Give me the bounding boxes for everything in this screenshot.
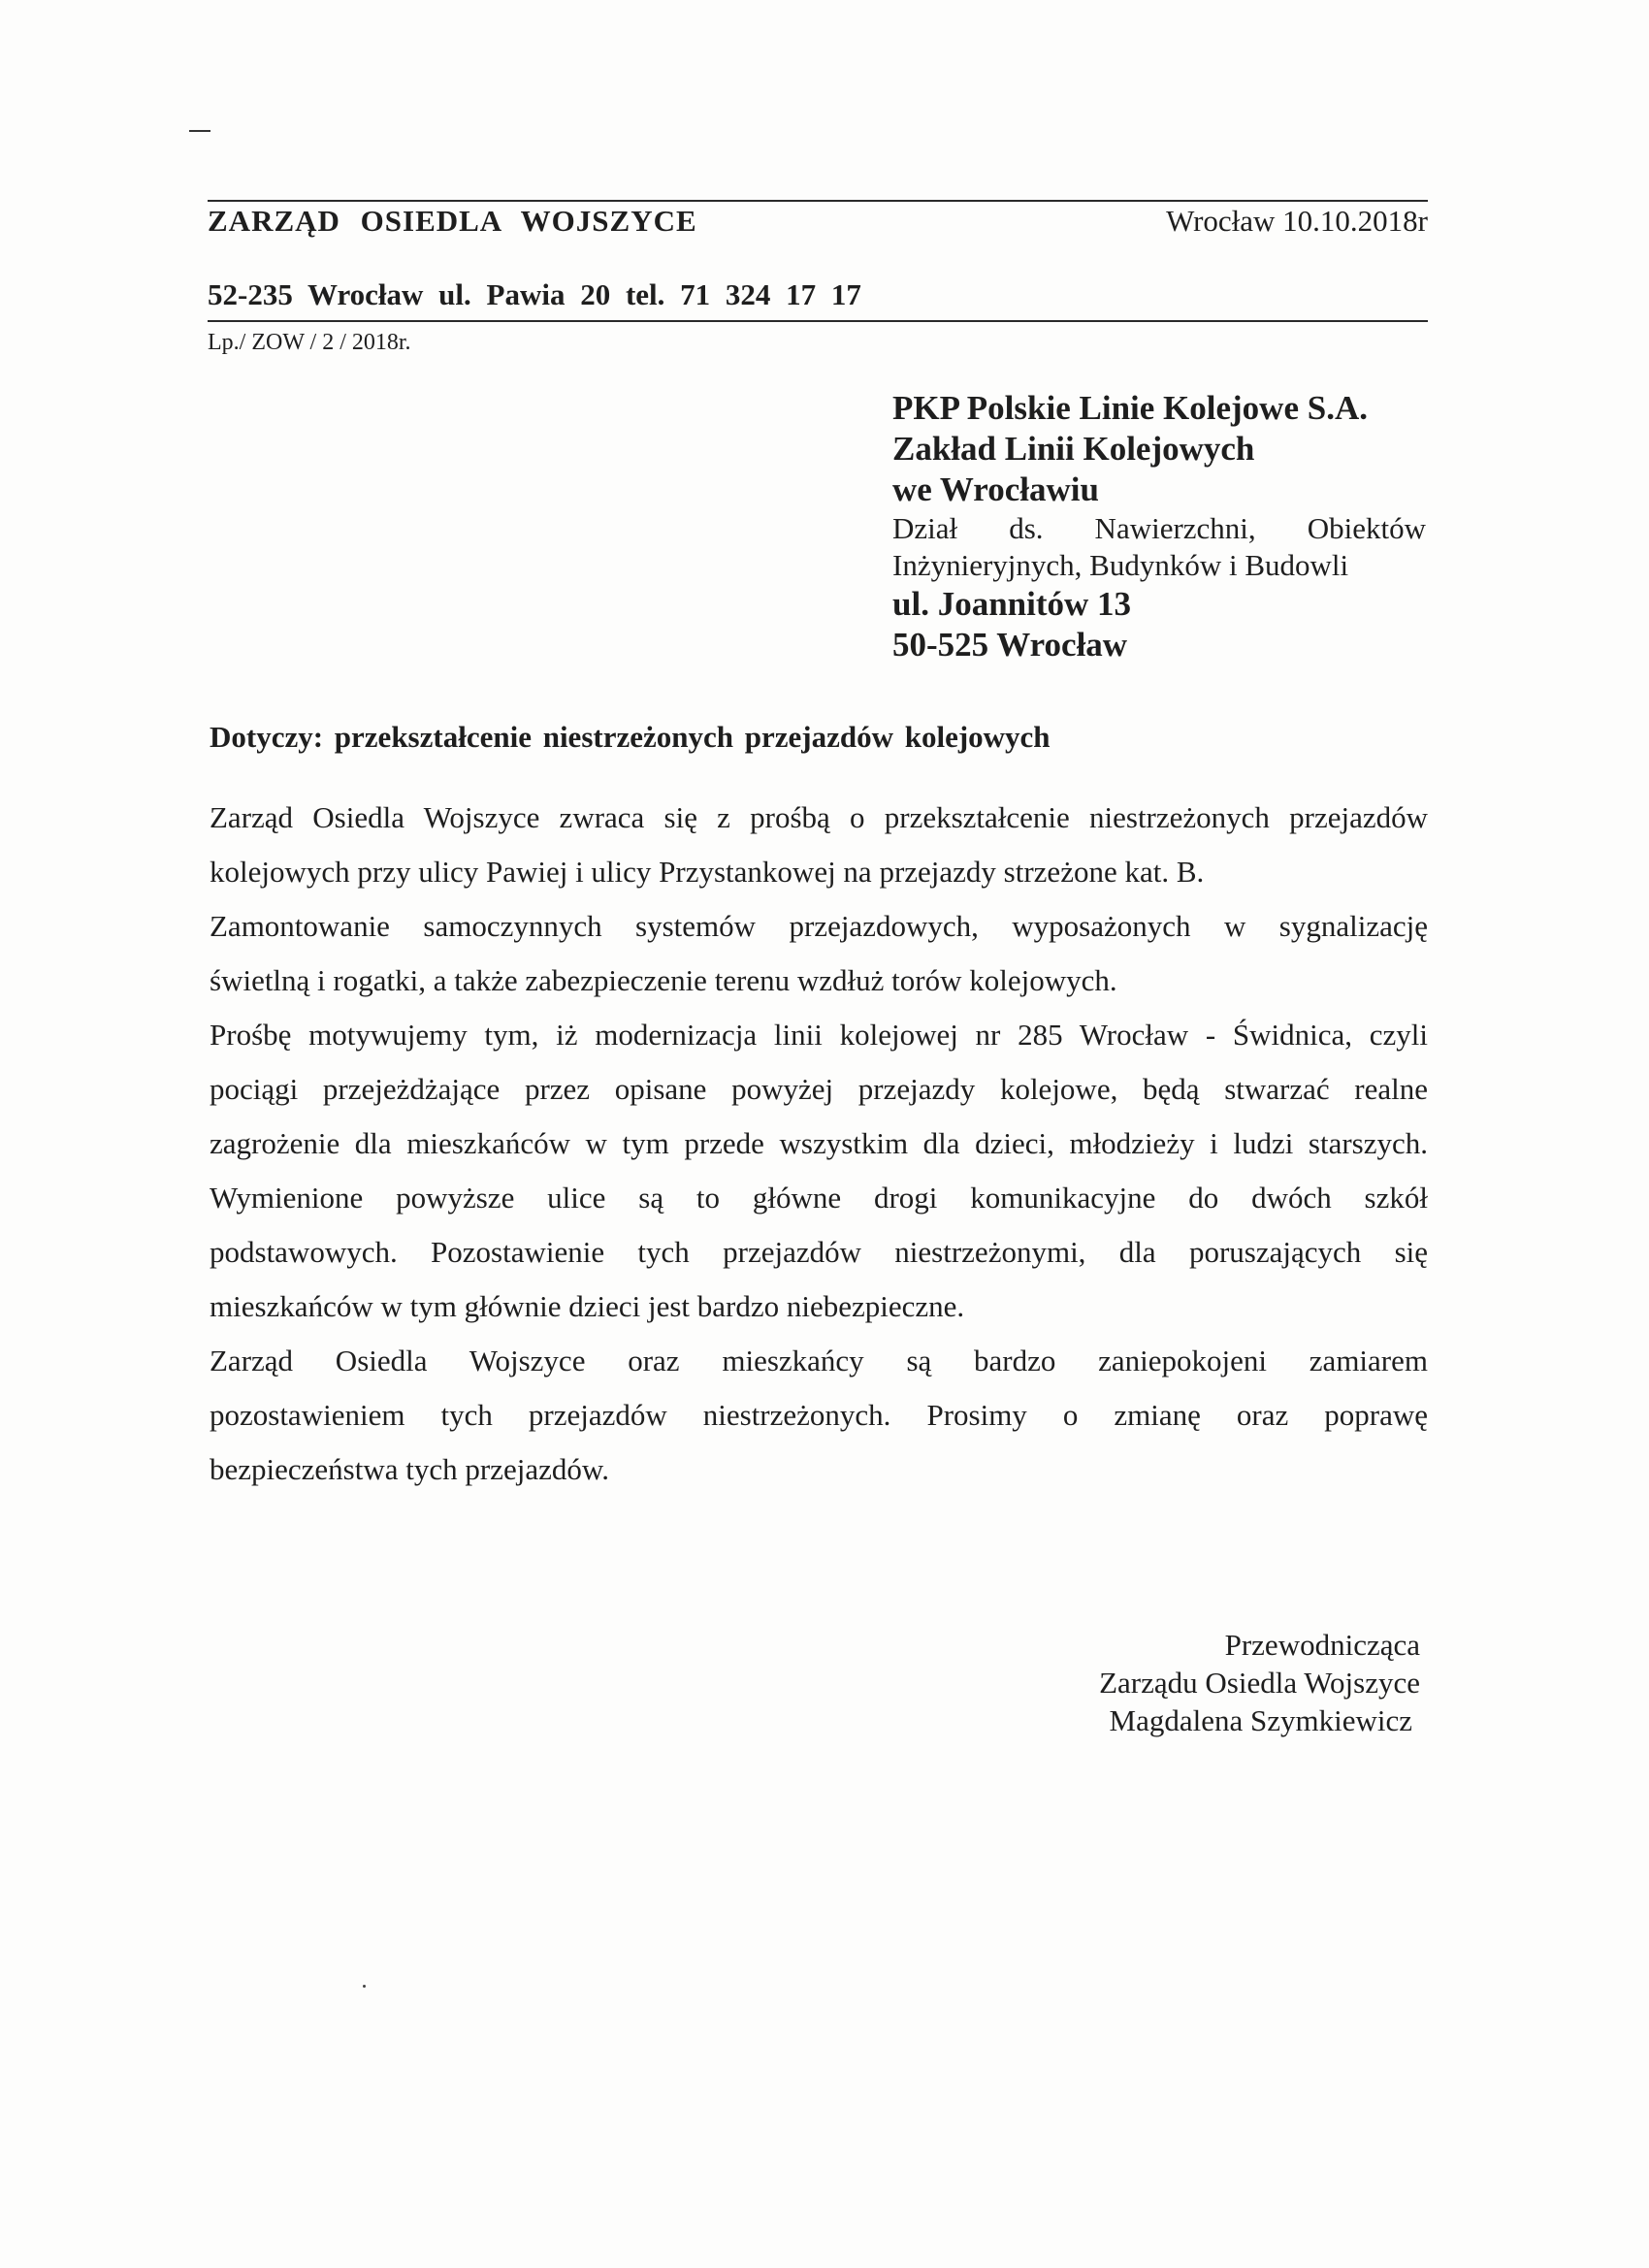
body-line: Zarząd Osiedla Wojszyce oraz mieszkańcy są bardzo zaniepokojeni zamiarem [210,1344,1428,1377]
signature-block [1099,1626,1420,1739]
organization-name: ZARZĄD OSIEDLA WOJSZYCE [208,204,697,238]
signature-name: Magdalena Szymkiewicz [1109,1703,1412,1737]
body-line: podstawowych. Pozostawienie tych przejazdów niestrzeżonymi, dla poruszających się [210,1235,1428,1269]
body-line: pociągi przejeżdżające przez opisane powyżej przejazdy kolejowe, będą stwarzać realne [210,1072,1428,1106]
signature-title: Przewodnicząca [1224,1628,1420,1662]
body-line: kolejowych przy ulicy Pawiej i ulicy Przystankowej na przejazdy strzeżone kat. B. [210,855,1205,889]
letter-subject: Dotyczy: przekształcenie niestrzeżonych przejazdów kolejowych [210,720,1051,754]
header-bottom-rule [208,320,1428,322]
body-line: Zamontowanie samoczynnych systemów przejazdowych, wyposażonych w sygnalizację [210,909,1428,943]
header-top-rule [208,200,1428,202]
scan-dot [363,1985,366,1988]
body-line: pozostawieniem tych przejazdów niestrzeżonych. Prosimy o zmianę oraz poprawę [210,1398,1428,1432]
recipient-city-line: we Wrocławiu [892,470,1099,508]
signature-organization: Zarządu Osiedla Wojszyce [1099,1666,1420,1700]
body-line: zagrożenie dla mieszkańców w tym przede wszystkim dla dzieci, młodzieży i ludzi starszych. [210,1126,1428,1160]
organization-address: 52-235 Wrocław ul. Pawia 20 tel. 71 324 17 17 [208,277,861,311]
body-line: mieszkańców w tym głównie dzieci jest bardzo niebezpieczne. [210,1289,965,1323]
reference-number: Lp./ ZOW / 2 / 2018r. [208,330,411,355]
body-line: świetlną i rogatki, a także zabezpieczenie terenu wzdłuż torów kolejowych. [210,963,1117,997]
body-line: Zarząd Osiedla Wojszyce zwraca się z prośbą o przekształcenie niestrzeżonych przejazdów [210,800,1428,834]
scan-mark [189,130,210,132]
recipient-company: PKP Polskie Linie Kolejowe S.A. [892,389,1368,427]
recipient-street: ul. Joannitów 13 [892,585,1132,623]
body-line: Wymienione powyższe ulice są to główne drogi komunikacyjne do dwóch szkół [210,1181,1428,1215]
letter-date: Wrocław 10.10.2018r [1166,204,1428,238]
recipient-block [892,388,1426,665]
recipient-postal: 50-525 Wrocław [892,626,1128,664]
recipient-unit: Zakład Linii Kolejowych [892,430,1255,468]
body-line: Prośbę motywujemy tym, iż modernizacja linii kolejowej nr 285 Wrocław - Świdnica, czyli [210,1018,1428,1052]
body-line: bezpieczeństwa tych przejazdów. [210,1452,609,1486]
letter-body [210,791,1428,1497]
recipient-department-2: Inżynieryjnych, Budynków i Budowli [892,548,1349,582]
recipient-department-1: Dział ds. Nawierzchni, Obiektów [892,511,1426,545]
